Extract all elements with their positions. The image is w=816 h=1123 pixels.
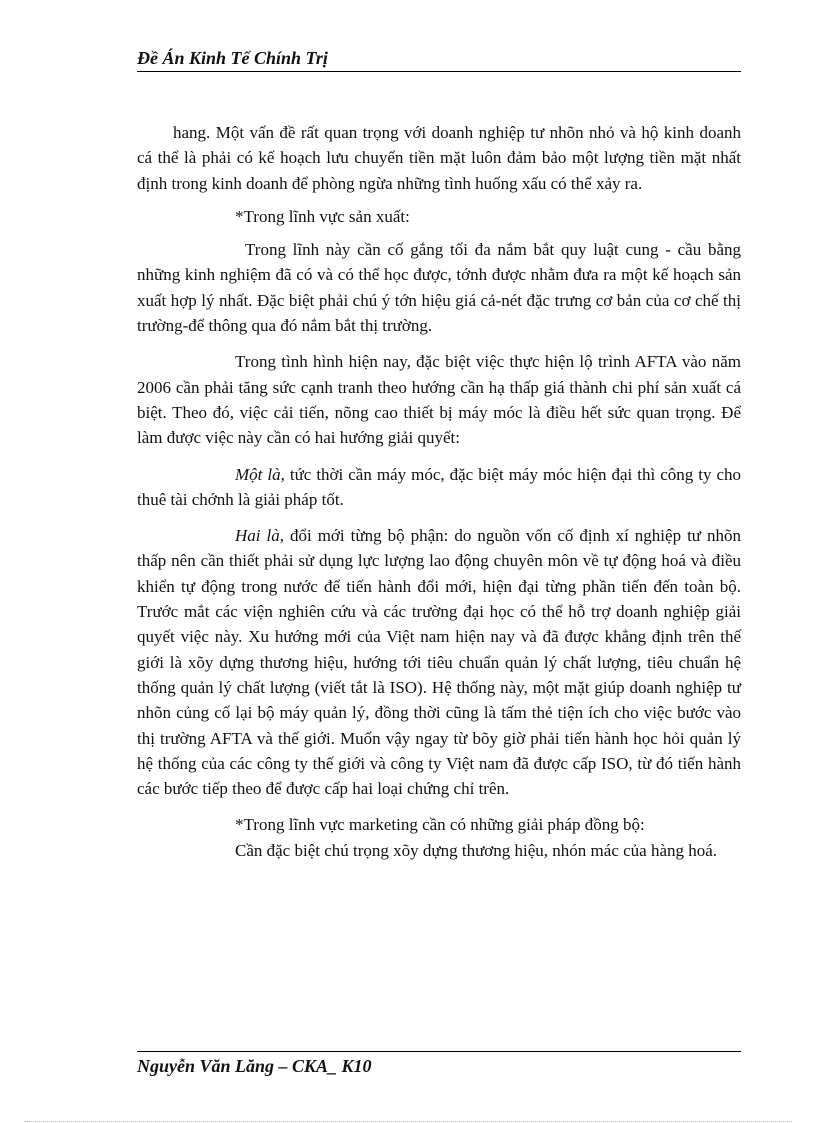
page-bottom-edge [24, 1121, 792, 1122]
option-one-text: , tức thời cần máy móc, đặc biệt máy móc hiện đại thì công ty cho thuê tài chớnh là giải pháp tốt. [137, 464, 741, 509]
header-divider [137, 71, 741, 72]
option-two-label: Hai là [235, 526, 280, 546]
paragraph-option-two [137, 523, 741, 801]
page-footer-author: Nguyễn Văn Lăng – CKA_ K10 [137, 1056, 372, 1076]
footer-divider [137, 1051, 741, 1052]
page-header-title: Đề Án Kinh Tế Chính Trị [137, 48, 328, 68]
document-body [137, 120, 741, 863]
paragraph-option-one [137, 462, 741, 513]
section-heading-marketing: *Trong lĩnh vực marketing cần có những giải pháp đồng bộ: [235, 815, 645, 835]
paragraph-afta: Trong tình hình hiện nay, đặc biệt việc thực hiện lộ trình AFTA vào năm 2006 cần phải tăng sức cạnh tranh theo hướng cần hạ thấp giá thành chi phí sản xuất cá biệt. Theo đó, việc cải tiến, nõng cao thiết bị máy móc là điều hết sức quan trọng. Để làm được việc này cần có hai hướng giải quyết: [137, 352, 741, 448]
option-two-text: , đổi mới từng bộ phận: do nguồn vốn cố định xí nghiệp tư nhõn thấp nên cần thiết phải sử dụng lực lượng lao động chuyên môn về tự động hoá và điều khiển tự động trong nước để tiến hành đổi mới, hiện đại từng phần tiến đến toàn bộ. Trước mắt các viện nghiên cứu và các trường đại học có thể hỗ trợ doanh nghiệp giải quyết việc này. Xu hướng mới của Việt nam hiện nay và đã được khẳng định trên thế giới là xõy dựng thương hiệu, hướng tới tiêu chuẩn quản lý chất lượng, tiêu chuẩn hệ thống quản lý chất lượng (viết tắt là ISO). Hệ thống này, một mặt giúp doanh nghiệp tư nhõn củng cố lại bộ máy quản lý, đồng thời cũng là tấm thẻ tiện ích cho việc bước vào thị trường AFTA và thế giới. Muốn vậy ngay từ bõy giờ phải tiến hành học hỏi quản lý hệ thống của các công ty thế giới và công ty Việt nam đã được cấp ISO, từ đó tiến hành các bước tiếp theo để được cấp hai loại chứng chỉ trên. [137, 526, 742, 799]
option-one-label: Một là [235, 464, 281, 484]
paragraph-marketing: Cần đặc biệt chú trọng xõy dựng thương hiệu, nhón mác của hàng hoá. [235, 840, 718, 860]
paragraph-production: Trong lĩnh này cần cố gắng tối đa nắm bắt quy luật cung - cầu bằng những kinh nghiệm đã có và có thể học được, tớnh được nhằm đưa ra một kế hoạch sản xuất hợp lý nhất. Đặc biệt phải chú ý tớn hiệu giá cả-nét đặc trưng cơ bản của cơ chế thị trường-để thông qua đó nắm bắt thị trường. [137, 240, 741, 336]
paragraph-1: hang. Một vấn đề rất quan trọng với doanh nghiệp tư nhõn nhỏ và hộ kinh doanh cá thể là phải có kế hoạch lưu chuyển tiền mặt luôn đảm bảo một lượng tiền mặt nhất định trong kinh doanh để phòng ngừa những tình huống xấu có thể xảy ra. [137, 123, 741, 193]
section-heading-production: *Trong lĩnh vực sản xuất: [235, 206, 410, 226]
